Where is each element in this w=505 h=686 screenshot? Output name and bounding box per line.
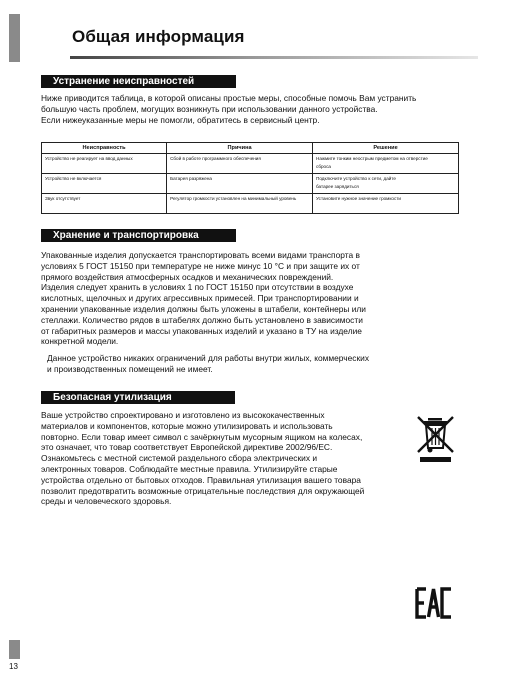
intro-line: большую часть проблем, могущих возникнуть при использовании данного устройства. (41, 103, 378, 114)
paragraph-line: позволит предотвратить возможные отрицательные последствия для окружающей (41, 485, 365, 496)
problem-cell: Устройство не реагирует на ввод данных (42, 154, 167, 174)
table-row (42, 194, 459, 214)
paragraph-line: хранении упакованные изделия должны быть уложены в штабели, контейнеры или (41, 303, 366, 314)
paragraph-line: повторно. Если товар имеет символ с зачёркнутым мусорным ящиком на колесах, (41, 431, 363, 442)
paragraph-line: прямого воздействия атмосферных осадков и механических повреждений. (41, 271, 334, 282)
solution-line: сброса (316, 163, 331, 169)
paragraph-line: Изделия следует хранить в условиях 1 по ГОСТ 15150 при отсутствии в воздухе (41, 282, 354, 293)
crossed-out-wheelie-bin-icon (415, 414, 456, 464)
table-header-row (42, 143, 459, 154)
paragraph-line: Ваше устройство спроектировано и изготовлено из высококачественных (41, 410, 325, 420)
eac-conformity-mark (413, 587, 455, 619)
paragraph-line: кислотных, щелочных и других агрессивных примесей. При транспортировании и (41, 293, 359, 304)
side-tab-marker (9, 14, 20, 62)
solution-cell (313, 154, 459, 174)
problem-cell: Звук отсутствует (42, 194, 167, 214)
paragraph-line: конкретной модели. (41, 336, 119, 347)
troubleshooting-heading: Устранение неисправностей (41, 75, 236, 88)
disposal-paragraph (41, 410, 364, 507)
column-header-problem: Неисправность (42, 143, 167, 154)
solution-cell: Установите нужное значение громкости (313, 194, 459, 214)
paragraph-line: материалов и компонентов, которые можно утилизировать и использовать (41, 420, 333, 431)
cause-cell: Батарея разряжена (167, 174, 313, 194)
troubleshooting-table (41, 142, 459, 214)
note-line: и производственных помещений не имеет. (47, 363, 213, 374)
solution-cell (313, 174, 459, 194)
paragraph-line: среды и человеческого здоровья. (41, 496, 172, 507)
page-number-marker (9, 640, 20, 659)
storage-heading: Хранение и транспортировка (41, 229, 236, 242)
solution-line: Нажмите тонким неострым предметом на отверстие (316, 156, 428, 161)
column-header-cause: Причина (167, 143, 313, 154)
table-row (42, 174, 459, 194)
paragraph-line: Упакованные изделия допускается транспортировать всеми видами транспорта в (41, 250, 360, 260)
page-number: 13 (9, 662, 18, 671)
troubleshooting-intro (41, 93, 416, 125)
storage-note (47, 353, 369, 375)
note-line: Данное устройство никаких ограничений для работы внутри жилых, коммерческих (47, 353, 370, 363)
title-underline (70, 56, 478, 59)
column-header-solution: Решение (313, 143, 459, 154)
page-title: Общая информация (72, 27, 245, 46)
cause-cell: Сбой в работе программного обеспечения (167, 154, 313, 174)
problem-cell: Устройство не включается (42, 174, 167, 194)
paragraph-line: Ознакомьтесь с местной системой раздельного сбора электрических и (41, 453, 318, 464)
intro-line: Если нижеуказанные меры не помогли, обратитесь в сервисный центр. (41, 114, 320, 125)
paragraph-line: стеллажи. Количество рядов в штабелях должно быть установлено в зависимости (41, 314, 363, 325)
solution-line: батарее зарядиться (316, 183, 359, 189)
table-row (42, 154, 459, 174)
cause-cell: Регулятор громкости установлен на минимальный уровень (167, 194, 313, 214)
solution-line: Подключите устройство к сети, дайте (316, 176, 396, 181)
disposal-heading: Безопасная утилизация (41, 391, 235, 404)
paragraph-line: электронных товаров. Соблюдайте местные правила. Утилизируйте старые (41, 463, 338, 474)
paragraph-line: это означает, что товар соответствует Европейской директиве 2002/96/ЕС. (41, 442, 333, 453)
paragraph-line: устройства отдельно от бытовых отходов. Правильная утилизация вашего товара (41, 474, 361, 485)
paragraph-line: от габаритных размеров и массы упакованных изделий и указано в ТУ на изделие (41, 325, 362, 336)
storage-paragraph (41, 250, 366, 347)
intro-line: Ниже приводится таблица, в которой описаны простые меры, способные помочь Вам устранить (41, 93, 417, 103)
paragraph-line: условиях 5 ГОСТ 15150 при температуре не ниже минус 10 °С и при защите их от (41, 260, 360, 271)
